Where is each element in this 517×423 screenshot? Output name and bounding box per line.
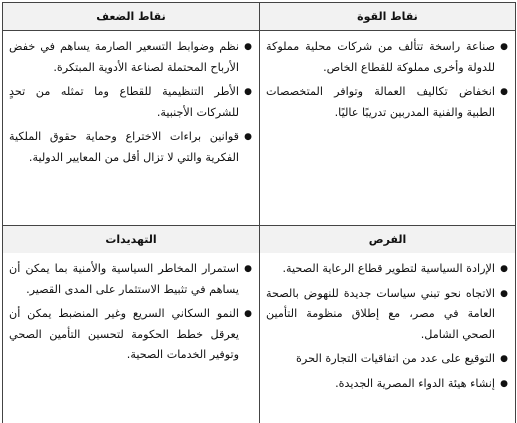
bullet-icon: ● (500, 354, 508, 364)
bullet-icon: ● (500, 288, 508, 299)
bullet-icon: ● (500, 264, 508, 274)
list-item (3, 127, 259, 168)
list-item (260, 284, 515, 346)
bullet-icon: ● (500, 378, 508, 389)
weaknesses-cell (3, 37, 259, 172)
bullet-icon: ● (244, 309, 252, 319)
item-text: استمرار المخاطر السياسية والأمنية بما يمكن أن يساهم في تثبيط الاستثمار على المدى القصير. (9, 262, 239, 296)
weaknesses-list (3, 37, 259, 168)
swot-table (2, 2, 516, 423)
list-item (260, 349, 515, 370)
item-text: الاتجاه نحو تبني سياسات جديدة للنهوض بالصحة العامة في مصر، مع إطلاق منظومة التأمين الصحي الشامل. (266, 286, 495, 341)
list-item (260, 37, 515, 78)
opportunities-cell (260, 259, 515, 398)
bullet-icon: ● (244, 132, 252, 142)
item-text: النمو السكاني السريع وغير المنضبط يمكن أن يعرقل خطط الحكومة لتحسين التأمين الصحي وتوفير الخدمات الصحية. (9, 307, 239, 361)
bullet-icon: ● (244, 264, 252, 274)
item-text: نظم وضوابط التسعير الصارمة يساهم في خفض الأرباح المحتملة لصناعة الأدوية المبتكرة. (9, 40, 239, 74)
item-text: انخفاض تكاليف العمالة وتوافر المتخصصات الطبية والفنية المدربين تدريبًا عاليًا. (266, 85, 495, 119)
item-text: صناعة راسخة تتألف من شركات محلية مملوكة للدولة وأخرى مملوكة للقطاع الخاص. (266, 40, 495, 74)
item-text: الأطر التنظيمية للقطاع وما تمثله من تحدٍ للشركات الأجنبية. (9, 85, 239, 119)
threats-list (3, 259, 259, 366)
list-item (260, 82, 515, 123)
list-item (3, 82, 259, 123)
strengths-cell (260, 37, 515, 127)
list-item (260, 259, 515, 280)
row-divider (3, 30, 515, 31)
bullet-icon: ● (244, 42, 252, 52)
item-text: قوانين براءات الاختراع وحماية حقوق الملكية الفكرية والتي لا تزال أقل من المعايير الدولية. (9, 130, 239, 164)
item-text: التوقيع على عدد من اتفاقيات التجارة الحرة (296, 352, 495, 365)
bullet-icon: ● (500, 42, 508, 52)
opportunities-header: الفرص (260, 226, 515, 253)
list-item (260, 374, 515, 395)
list-item (3, 304, 259, 366)
bullet-icon: ● (500, 87, 508, 97)
threats-header: التهديدات (3, 226, 259, 253)
item-text: إنشاء هيئة الدواء المصرية الجديدة. (335, 376, 495, 390)
threats-cell (3, 259, 259, 370)
bullet-icon: ● (244, 87, 252, 97)
opportunities-list (260, 259, 515, 394)
list-item (3, 259, 259, 300)
item-text: الإرادة السياسية لتطوير قطاع الرعاية الصحية. (282, 262, 495, 275)
weaknesses-header: نقاط الضعف (3, 3, 259, 30)
strengths-header: نقاط القوة (260, 3, 515, 30)
list-item (3, 37, 259, 78)
strengths-list (260, 37, 515, 123)
